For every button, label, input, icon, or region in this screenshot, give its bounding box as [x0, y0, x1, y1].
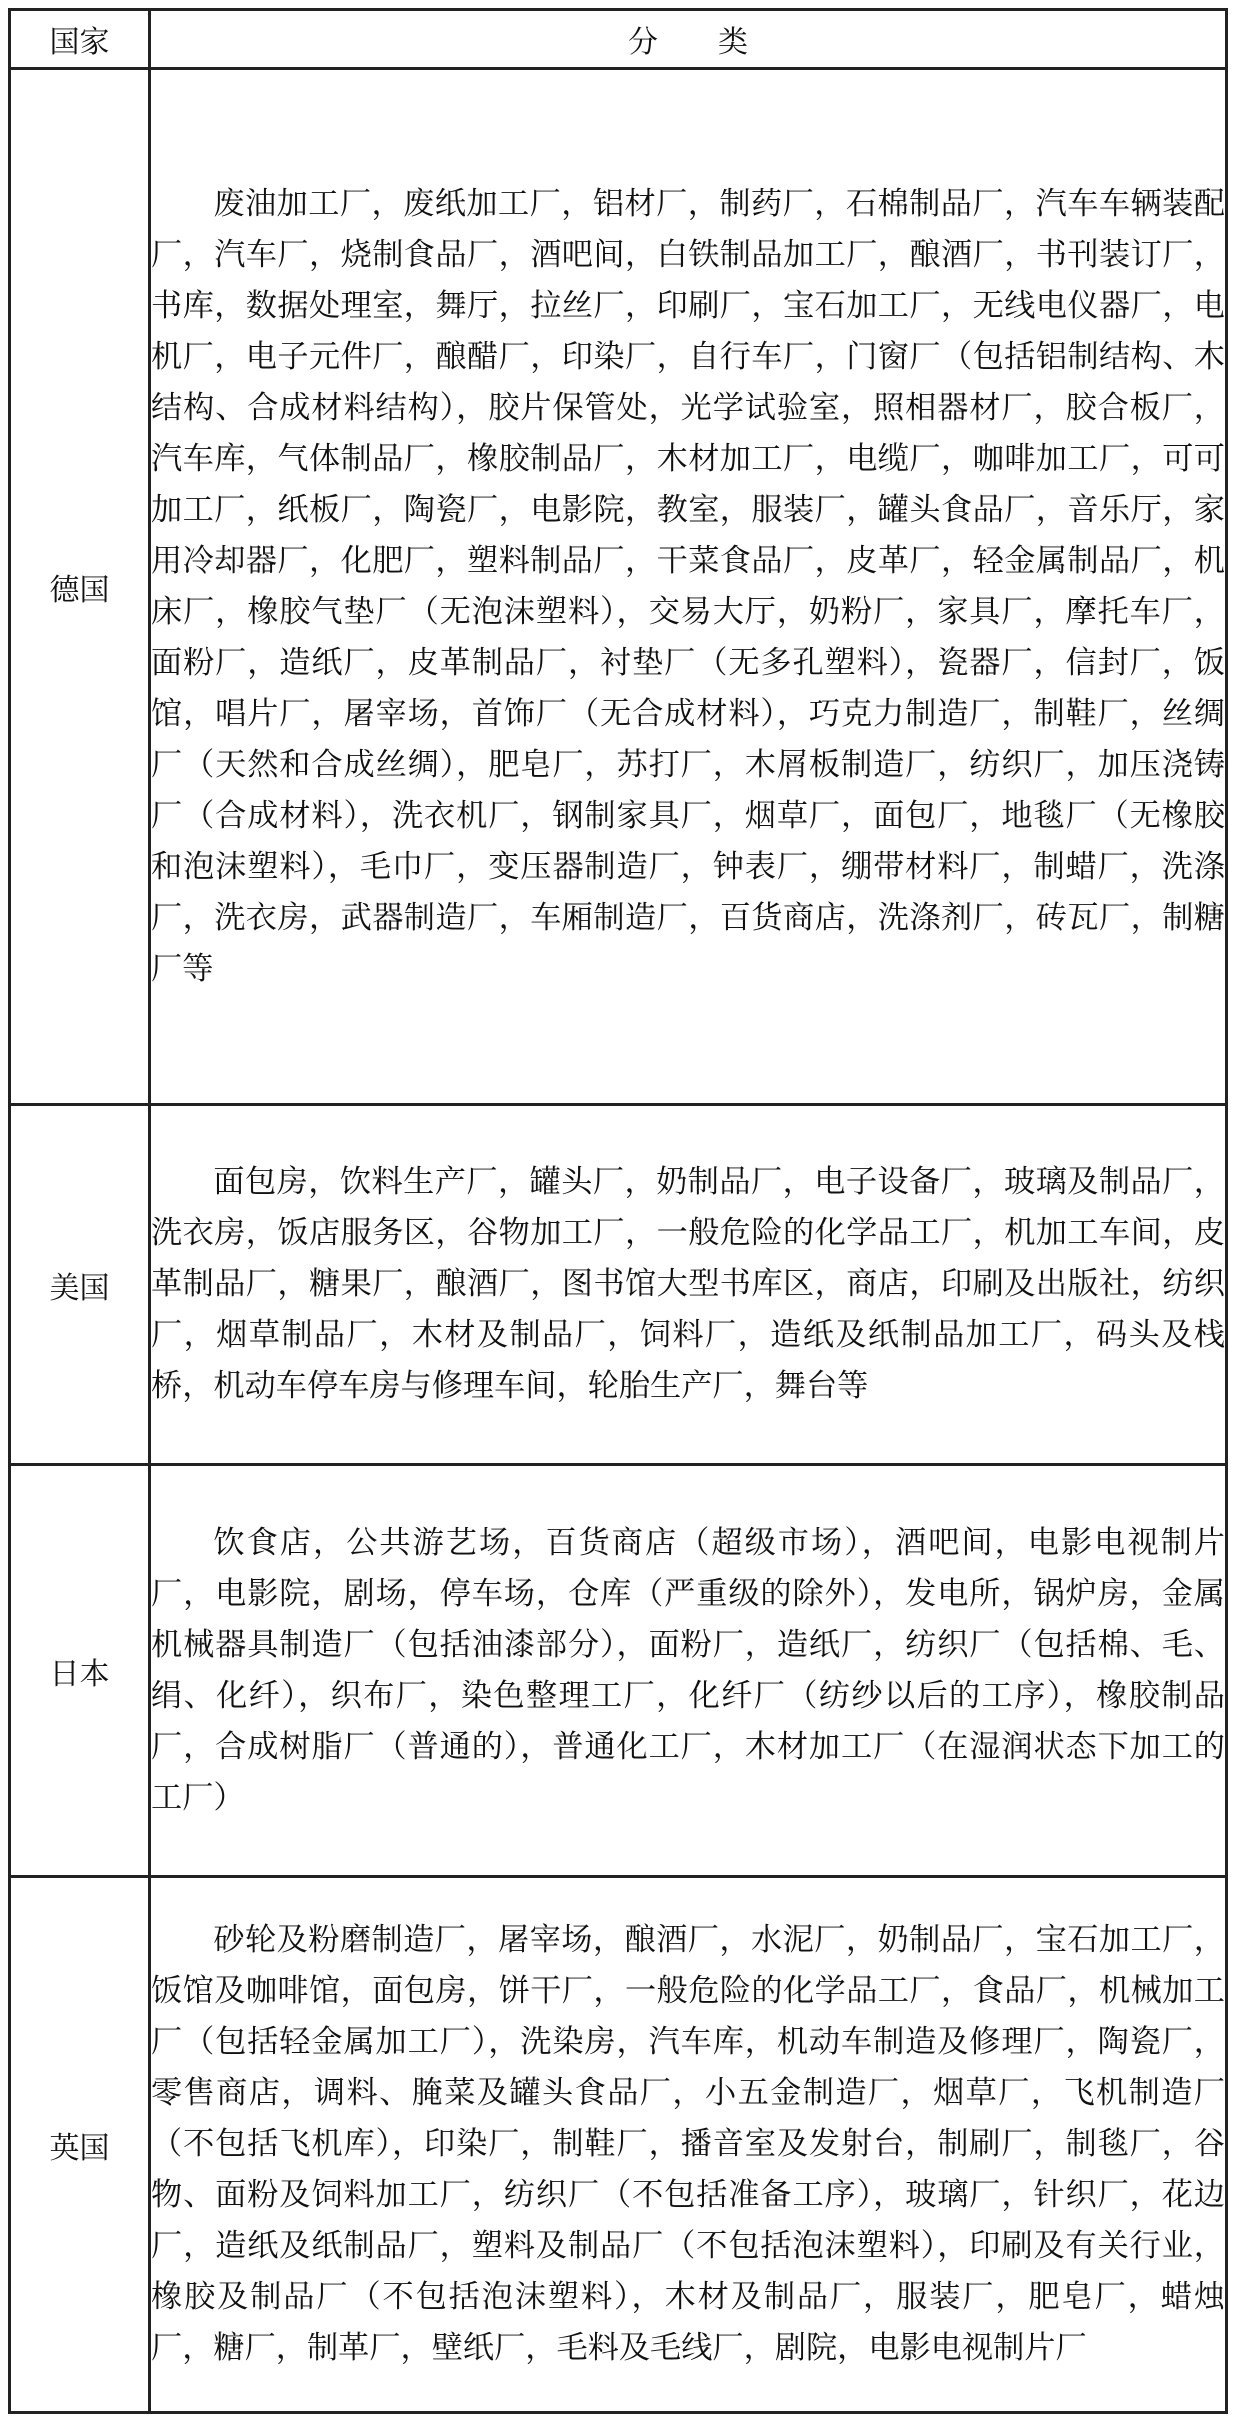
category-text: 饮食店，公共游艺场，百货商店（超级市场），酒吧间，电影电视制片厂，电影院，剧场，停车场，仓库（严重级的除外），发电所，锅炉房，金属机械器具制造厂（包括油漆部分），面粉厂，造纸厂，纺织厂（包括棉、毛、绢、化纤），织布厂，染色整理工厂，化纤厂（纺纱以后的工序），橡胶制品厂，合成树脂厂（普通的），普通化工厂，木材加工厂（在湿润状态下加工的工厂）: [151, 1524, 1225, 1816]
category-text: 废油加工厂，废纸加工厂，铝材厂，制药厂，石棉制品厂，汽车车辆装配厂，汽车厂，烧制食品厂，酒吧间，白铁制品加工厂，酿酒厂，书刊装订厂，书库，数据处理室，舞厅，拉丝厂，印刷厂，宝石加工厂，无线电仪器厂，电机厂，电子元件厂，酿醋厂，印染厂，自行车厂，门窗厂（包括铝制结构、木结构、合成材料结构），胶片保管处，光学试验室，照相器材厂，胶合板厂，汽车库，气体制品厂，橡胶制品厂，木材加工厂，电缆厂，咖啡加工厂，可可加工厂，纸板厂，陶瓷厂，电影院，教室，服装厂，罐头食品厂，音乐厅，家用冷却器厂，化肥厂，塑料制品厂，干菜食品厂，皮革厂，轻金属制品厂，机床厂，橡胶气垫厂（无泡沫塑料），交易大厅，奶粉厂，家具厂，摩托车厂，面粉厂，造纸厂，皮革制品厂，衬垫厂（无多孔塑料），瓷器厂，信封厂，饭馆，唱片厂，屠宰场，首饰厂（无合成材料），巧克力制造厂，制鞋厂，丝绸厂（天然和合成丝绸），肥皂厂，苏打厂，木屑板制造厂，纺织厂，加压浇铸厂（合成材料），洗衣机厂，钢制家具厂，烟草厂，面包厂，地毯厂（无橡胶和泡沫塑料），毛巾厂，变压器制造厂，钟表厂，绷带材料厂，制蜡厂，洗涤厂，洗衣房，武器制造厂，车厢制造厂，百货商店，洗涤剂厂，砖瓦厂，制糖厂等: [151, 185, 1225, 987]
category-text: 面包房，饮料生产厂，罐头厂，奶制品厂，电子设备厂，玻璃及制品厂，洗衣房，饭店服务区，谷物加工厂，一般危险的化学品工厂，机加工车间，皮革制品厂，糖果厂，酿酒厂，图书馆大型书库区，商店，印刷及出版社，纺织厂，烟草制品厂，木材及制品厂，饲料厂，造纸及纸制品加工厂，码头及栈桥，机动车停车房与修理车间，轮胎生产厂，舞台等: [151, 1164, 1225, 1404]
country-cell: 德国: [10, 69, 150, 1105]
category-cell: [150, 69, 1227, 1105]
table-row: [10, 1105, 1227, 1465]
category-cell: [150, 1105, 1227, 1465]
country-cell: 日本: [10, 1465, 150, 1877]
table-row: [10, 1877, 1227, 2413]
country-cell: 英国: [10, 1877, 150, 2413]
header-country: 国家: [10, 10, 150, 69]
country-cell: 美国: [10, 1105, 150, 1465]
table-row: [10, 69, 1227, 1105]
category-cell: [150, 1877, 1227, 2413]
category-text: 砂轮及粉磨制造厂，屠宰场，酿酒厂，水泥厂，奶制品厂，宝石加工厂，饭馆及咖啡馆，面包房，饼干厂，一般危险的化学品工厂，食品厂，机械加工厂（包括轻金属加工厂），洗染房，汽车库，机动车制造及修理厂，陶瓷厂，零售商店，调料、腌菜及罐头食品厂，小五金制造厂，烟草厂，飞机制造厂（不包括飞机库），印染厂，制鞋厂，播音室及发射台，制刷厂，制毯厂，谷物、面粉及饲料加工厂，纺织厂（不包括准备工序），玻璃厂，针织厂，花边厂，造纸及纸制品厂，塑料及制品厂（不包括泡沫塑料），印刷及有关行业，橡胶及制品厂（不包括泡沫塑料），木材及制品厂，服装厂，肥皂厂，蜡烛厂，糖厂，制革厂，壁纸厂，毛料及毛线厂，剧院，电影电视制片厂: [151, 1922, 1225, 2366]
header-category-left: 分: [628, 25, 658, 60]
header-category-right: 类: [718, 25, 748, 60]
classification-table: [8, 8, 1228, 2414]
category-cell: [150, 1465, 1227, 1877]
header-category: [150, 10, 1227, 69]
header-row: [10, 10, 1227, 69]
table-row: [10, 1465, 1227, 1877]
